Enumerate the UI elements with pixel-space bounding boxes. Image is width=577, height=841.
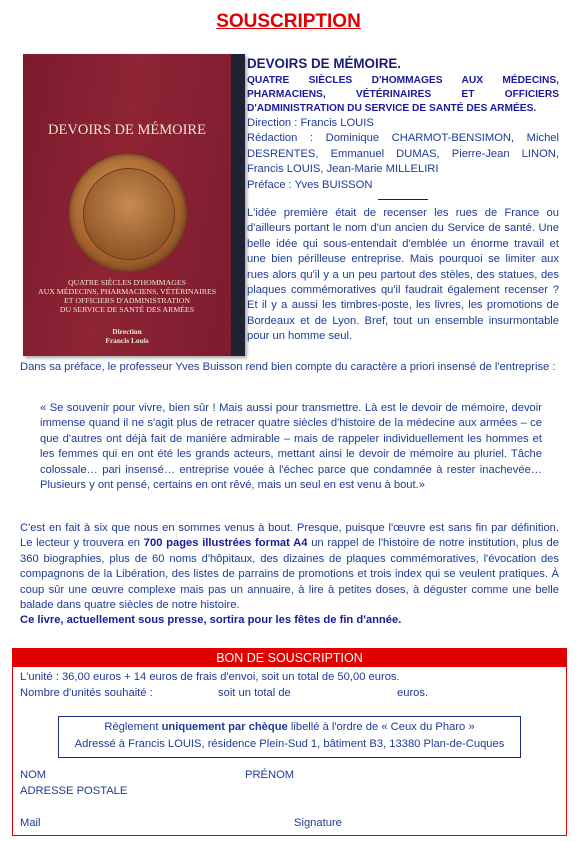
total-label: soit un total de <box>218 687 291 699</box>
cover-subtitle: QUATRE SIÈCLES D'HOMMAGES AUX MÉDECINS, PHARMACIENS, VÉTÉRINAIRES ET OFFICIERS D'ADMINISTRATION DU SERVICE DE SANTÉ DES ARMÉES <box>37 278 217 314</box>
euros-label: euros. <box>397 687 429 699</box>
form-header: BON DE SOUSCRIPTION <box>13 649 566 667</box>
nom-field[interactable] <box>53 768 233 783</box>
intro-paragraph: L'idée première était de recenser les rues de France ou d'ailleurs portant le nom d'un ancien du Service de santé. Une belle idée qui sous-entendait d'emblée un énorme travail et une bien périlleuse entreprise. Mais pourquoi se limiter aux rues alors qu'il y a un peu partout des stèles, des statues, des plaques commémoratives qu'il faudrait également recenser ? Et il y a aussi les timbres-poste, les livres, les promotions de Bordeaux et de Lyon. Bref, tout un ensemble insurmontable pour un homme seul. <box>247 207 559 343</box>
preface-line: Préface : Yves BUISSON <box>247 178 373 191</box>
redaction-line: Rédaction : Dominique CHARMOT-BENSIMON, Michel DESRENTES, Emmanuel DUMAS, Pierre-Jean LINON, Francis LOUIS, Jean-Marie MILLELIRI <box>247 132 559 176</box>
release-note: Ce livre, actuellement sous presse, sortira pour les fêtes de fin d'année. <box>20 614 402 627</box>
prenom-label: PRÉNOM <box>245 769 295 781</box>
closing-paragraph: C'est en fait à six que nous en sommes venus à bout. Presque, puisque l'œuvre est sans fin par définition. Le lecteur y trouvera en 700 pages illustrées format A4 un rappel de l'histoire de notre institution, plus de 360 biographies, plus de 60 noms d'hôpitaux, des dizaines de plaques commémoratives, l'évocation des compagnons de la Libération, des listes de parrains de promotions et trois index qui se veulent pratiques. À coup sûr une œuvre complexe mais pas un annuaire, à lire à petites doses, à déguster comme une belle balade dans quatre siècles de notre histoire. Ce livre, actuellement sous presse, sortira pour les fêtes de fin d'année. <box>20 522 559 627</box>
payment-box <box>58 716 521 758</box>
mail-field[interactable] <box>53 816 283 831</box>
nom-label: NOM <box>20 769 47 781</box>
book-subheading: QUATRE SIÈCLES D'HOMMAGES AUX MÉDECINS, PHARMACIENS, VÉTÉRINAIRES ET OFFICIERS D'ADMINISTRATION DU SERVICE DE SANTÉ DES ARMÉES. <box>247 75 559 114</box>
book-heading: DEVOIRS DE MÉMOIRE. <box>247 56 402 71</box>
quantity-field[interactable] <box>26 686 181 701</box>
payment-address: Adressé à Francis LOUIS, résidence Plein-Sud 1, bâtiment B3, 13380 Plan-de-Cuques <box>74 738 505 750</box>
cover-title: DEVOIRS DE MÉMOIRE <box>48 122 206 138</box>
mail-label: Mail <box>20 817 41 829</box>
prenom-field[interactable] <box>303 768 553 783</box>
medal-portrait <box>83 168 175 260</box>
signature-label: Signature <box>294 817 342 829</box>
cover-direction: Direction Francis Louis <box>105 327 149 345</box>
subscription-form <box>12 648 567 836</box>
total-field[interactable] <box>308 686 393 701</box>
book-cover-image <box>23 54 245 356</box>
address-field[interactable] <box>123 784 553 814</box>
signature-field[interactable] <box>358 816 558 831</box>
payment-line: Règlement uniquement par chèque libellé à l'ordre de « Ceux du Pharo » <box>104 721 475 733</box>
preface-paragraph: Dans sa préface, le professeur Yves Buisson rend bien compte du caractère a priori insensé de l'entreprise : <box>20 361 556 373</box>
quantity-label: Nombre d'unités souhaité : <box>20 687 153 699</box>
book-info <box>247 55 559 345</box>
quote-paragraph: « Se souvenir pour vivre, bien sûr ! Mais aussi pour transmettre. Là est le devoir de mémoire, devoir immense quand il ne s'agit plus de retracer quatre siècles d'histoire de la médecine aux armées – ce que d'autres ont déjà fait de manière admirable – mais de rappeler individuellement les hommes et les femmes qui en ont été les grands acteurs, mettant ainsi le devoir de mémoire au pluriel. Tâche colossale… pari insensé… entreprise vouée à l'échec parce que condamnée à rester inachevée… Plusieurs y ont pensé, certains en ont rêvé, mais un seul en est venu à bout.» <box>40 402 542 492</box>
page-title: SOUSCRIPTION <box>216 11 361 32</box>
unit-price-line: L'unité : 36,00 euros + 14 euros de frais d'envoi, soit un total de 50,00 euros. <box>20 671 400 683</box>
divider <box>378 199 428 200</box>
direction-line: Direction : Francis LOUIS <box>247 117 374 129</box>
address-label: ADRESSE POSTALE <box>20 785 128 797</box>
medal-icon <box>69 154 187 272</box>
